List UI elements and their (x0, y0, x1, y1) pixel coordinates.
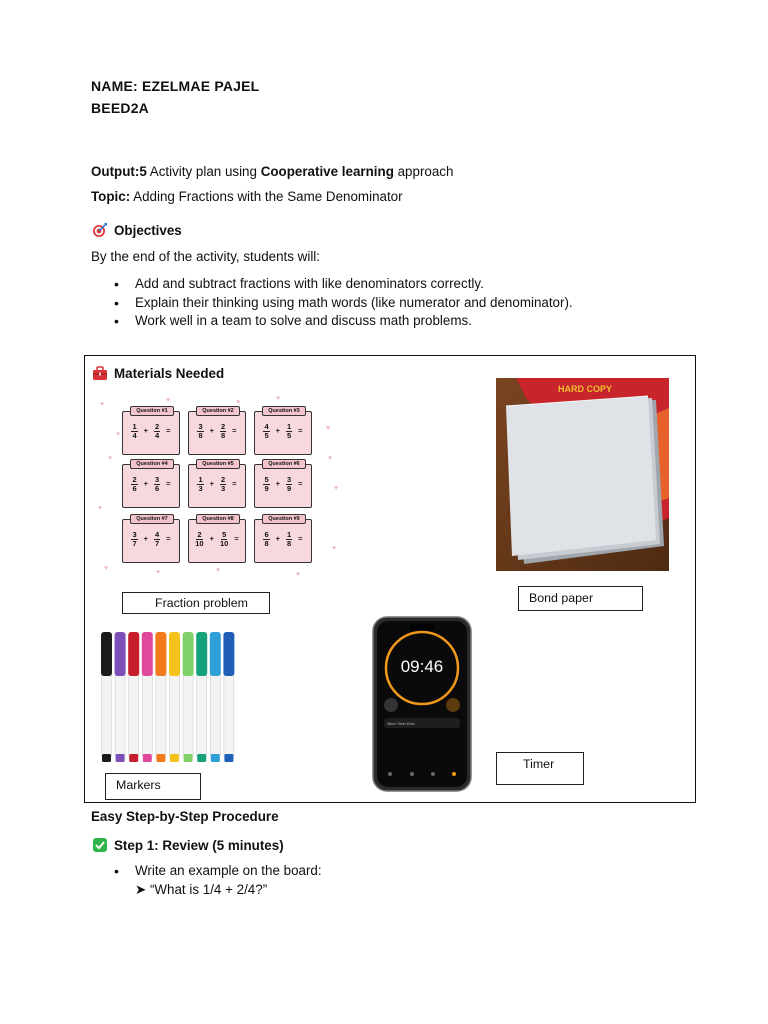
student-section: BEED2A (91, 100, 149, 116)
step1-example: ➤ “What is 1/4 + 2/4?” (135, 882, 268, 897)
materials-heading (92, 366, 224, 381)
check-box-icon (92, 837, 108, 853)
card-question-tag: Question #5 (196, 459, 240, 469)
marker (128, 632, 139, 762)
heart-decoration: ♥ (334, 485, 339, 492)
marker (210, 632, 221, 762)
denominator: 7 (132, 539, 137, 548)
fraction (154, 476, 160, 493)
numerator: 3 (155, 475, 160, 484)
heart-decoration: ♥ (98, 505, 103, 512)
topic-line (91, 189, 403, 204)
fraction (195, 531, 203, 548)
marker (196, 632, 207, 762)
heart-decoration: ♥ (100, 401, 105, 408)
fraction-card (188, 461, 246, 508)
numerator: 5 (264, 475, 269, 484)
fraction-card (254, 461, 312, 508)
output-label: Output: (91, 164, 140, 179)
card-fraction-expression (189, 423, 245, 440)
operator: + (275, 426, 280, 435)
output-line (91, 164, 453, 179)
objectives-list (114, 275, 573, 331)
card-question-tag: Question #8 (196, 514, 240, 524)
heart-decoration: ♥ (116, 431, 121, 438)
bond-paper-label: Bond paper (518, 586, 643, 611)
operator: = (232, 426, 237, 435)
operator: = (298, 479, 303, 488)
list-item: • Work well in a team to solve and discuss math problems. (114, 312, 573, 331)
operator: = (234, 534, 239, 543)
marker (155, 632, 166, 762)
card-fraction-expression (255, 476, 311, 493)
denominator: 8 (198, 431, 203, 440)
denominator: 7 (155, 539, 160, 548)
fraction-problem-image (96, 395, 344, 577)
timer-label: Timer (496, 752, 584, 785)
operator: = (166, 479, 171, 488)
card-question-tag: Question #3 (262, 406, 306, 416)
heart-decoration: ♥ (332, 545, 337, 552)
fraction-card (188, 408, 246, 455)
topic-label: Topic: (91, 189, 131, 204)
card-fraction-expression (255, 531, 311, 548)
denominator: 3 (221, 484, 226, 493)
denominator: 10 (220, 539, 229, 548)
bond-paper-image (496, 378, 669, 571)
step1-list (114, 862, 322, 881)
denominator: 4 (155, 431, 160, 440)
list-item: • Explain their thinking using math words (like numerator and denominator). (114, 294, 573, 313)
fraction (131, 476, 137, 493)
fraction (220, 531, 228, 548)
output-approach: Cooperative learning (260, 164, 394, 179)
fraction-card (122, 408, 180, 455)
denominator: 8 (264, 539, 269, 548)
target-icon (92, 222, 108, 238)
fraction (154, 531, 160, 548)
numerator: 2 (132, 475, 137, 484)
card-fraction-expression (255, 423, 311, 440)
marker (115, 632, 126, 762)
heart-decoration: ♥ (166, 397, 171, 404)
procedure-heading (91, 809, 279, 824)
operator: + (275, 479, 280, 488)
operator: + (209, 426, 214, 435)
fraction-problem-label: Fraction problem (122, 592, 270, 614)
heart-decoration: ♥ (156, 569, 161, 576)
numerator: 3 (287, 475, 292, 484)
fraction-card (254, 516, 312, 563)
fraction (197, 423, 203, 440)
card-fraction-expression (123, 423, 179, 440)
objectives-intro: By the end of the activity, students will: (91, 249, 320, 264)
operator: + (209, 534, 214, 543)
denominator: 5 (264, 431, 269, 440)
card-fraction-expression (123, 531, 179, 548)
timer-setting-text: When Timer Ends (387, 722, 415, 726)
operator: + (143, 534, 148, 543)
fraction-card (188, 516, 246, 563)
card-question-tag: Question #2 (196, 406, 240, 416)
paper-brand-text: HARD COPY (558, 384, 613, 394)
operator: + (143, 426, 148, 435)
denominator: 8 (221, 431, 226, 440)
heart-decoration: ♥ (276, 395, 281, 402)
fraction (263, 476, 269, 493)
card-fraction-expression (123, 476, 179, 493)
card-question-tag: Question #1 (130, 406, 174, 416)
marker (101, 632, 112, 762)
card-question-tag: Question #6 (262, 459, 306, 469)
numerator: 3 (198, 422, 203, 431)
fraction (286, 423, 292, 440)
fraction (154, 423, 160, 440)
numerator: 3 (132, 530, 137, 539)
heart-decoration: ♥ (104, 565, 109, 572)
numerator: 4 (155, 530, 160, 539)
procedure-title: Easy Step-by-Step Procedure (91, 809, 279, 824)
numerator: 2 (221, 475, 226, 484)
numerator: 1 (198, 475, 203, 484)
operator: = (166, 426, 171, 435)
denominator: 6 (132, 484, 137, 493)
denominator: 10 (195, 539, 204, 548)
output-number: 5 (139, 164, 147, 179)
fraction-card (122, 461, 180, 508)
fraction (263, 423, 269, 440)
operator: = (232, 479, 237, 488)
operator: + (143, 479, 148, 488)
card-fraction-expression (189, 531, 245, 548)
denominator: 9 (287, 484, 292, 493)
numerator: 6 (264, 530, 269, 539)
card-question-tag: Question #4 (130, 459, 174, 469)
step1-title: Step 1: Review (5 minutes) (114, 837, 284, 853)
heart-decoration: ♥ (216, 567, 221, 574)
fraction-card (254, 408, 312, 455)
topic-text: Adding Fractions with the Same Denominator (130, 189, 403, 204)
fraction (131, 531, 137, 548)
heart-decoration: ♥ (296, 571, 301, 578)
denominator: 8 (287, 539, 292, 548)
markers-label: Markers (105, 773, 201, 800)
marker (142, 632, 153, 762)
numerator: 1 (132, 422, 137, 431)
numerator: 2 (155, 422, 160, 431)
operator: = (298, 426, 303, 435)
markers-image (98, 628, 240, 768)
card-question-tag: Question #9 (262, 514, 306, 524)
timer-phone-image (372, 616, 472, 792)
fraction (220, 423, 226, 440)
card-fraction-expression (189, 476, 245, 493)
list-item: • Write an example on the board: (114, 862, 322, 881)
timer-display: 09:46 (400, 657, 444, 676)
materials-title: Materials Needed (114, 366, 225, 381)
heart-decoration: ♥ (236, 399, 241, 406)
operator: = (166, 534, 171, 543)
denominator: 6 (155, 484, 160, 493)
denominator: 4 (132, 431, 137, 440)
fraction (131, 423, 137, 440)
numerator: 4 (264, 422, 269, 431)
fraction (220, 476, 226, 493)
numerator: 2 (197, 530, 202, 539)
denominator: 5 (287, 431, 292, 440)
fraction (197, 476, 203, 493)
fraction (286, 531, 292, 548)
operator: = (298, 534, 303, 543)
marker (223, 632, 234, 762)
operator: + (209, 479, 214, 488)
operator: + (275, 534, 280, 543)
denominator: 3 (198, 484, 203, 493)
numerator: 1 (287, 530, 292, 539)
marker (169, 632, 180, 762)
fraction (263, 531, 269, 548)
marker (183, 632, 194, 762)
heart-decoration: ♥ (108, 455, 113, 462)
card-question-tag: Question #7 (130, 514, 174, 524)
output-text-end: approach (393, 164, 454, 179)
list-item: • Add and subtract fractions with like denominators correctly. (114, 275, 573, 294)
denominator: 9 (264, 484, 269, 493)
numerator: 5 (222, 530, 227, 539)
objectives-heading (92, 222, 182, 238)
student-name: NAME: EZELMAE PAJEL (91, 78, 260, 94)
objectives-title: Objectives (114, 222, 182, 238)
toolbox-icon (92, 366, 108, 381)
numerator: 2 (221, 422, 226, 431)
fraction-card (122, 516, 180, 563)
fraction (286, 476, 292, 493)
heart-decoration: ♥ (326, 425, 331, 432)
heart-decoration: ♥ (328, 455, 333, 462)
numerator: 1 (287, 422, 292, 431)
output-text: Activity plan using (146, 164, 261, 179)
step1-heading (92, 837, 284, 853)
